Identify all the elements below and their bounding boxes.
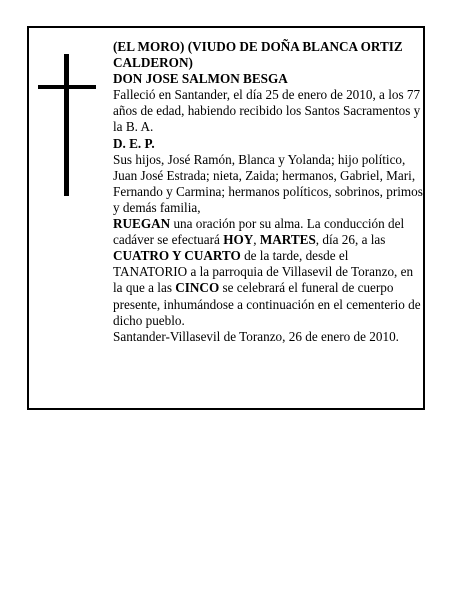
header-line-2: CALDERON) — [113, 55, 193, 71]
route-text: de la tarde, desde el TANATORIO a la parroquia de Villasevil de Toranzo, en la que a las — [113, 248, 414, 296]
time-label: CUATRO Y CUARTO — [113, 248, 241, 264]
ruegan-label: RUEGAN — [113, 216, 171, 232]
ceremony-paragraph — [113, 216, 423, 329]
place-date: Santander-Villasevil de Toranzo, 26 de enero de 2010. — [113, 328, 399, 344]
hoy-label: HOY — [223, 232, 254, 248]
death-notice: Falleció en Santander, el día 25 de enero de 2010, a los 77 años de edad, habiendo recibido los Santos Sacramentos y la B. A. — [113, 87, 421, 135]
header-line-1: (EL MORO) (VIUDO DE DOÑA BLANCA ORTIZ — [113, 39, 403, 54]
day-text: , día 26, a las — [315, 232, 386, 248]
deceased-name: DON JOSE SALMON BESGA — [113, 71, 288, 87]
dep-label: D. E. P. — [113, 135, 155, 151]
ruegan-text: una oración por su alma. La conducción del cadáver se efectuará — [113, 216, 405, 248]
cinco-label: CINCO — [175, 280, 220, 296]
cross-icon-bar — [38, 85, 96, 89]
comma-separator: , — [253, 232, 260, 248]
family-list: Sus hijos, José Ramón, Blanca y Yolanda; hijo político, Juan José Estrada; nieta, Zaida; hermanos, Gabriel, Mari, Fernando y Carmina; hermanos políticos, sobrinos, primos y demás familia, — [113, 151, 423, 215]
obituary-text — [113, 39, 423, 345]
cross-icon — [64, 54, 69, 196]
funeral-text: se celebrará el funeral de cuerpo presente, inhumándose a continuación en el cementerio de dicho pueblo. — [113, 280, 421, 328]
martes-label: MARTES — [259, 232, 316, 248]
